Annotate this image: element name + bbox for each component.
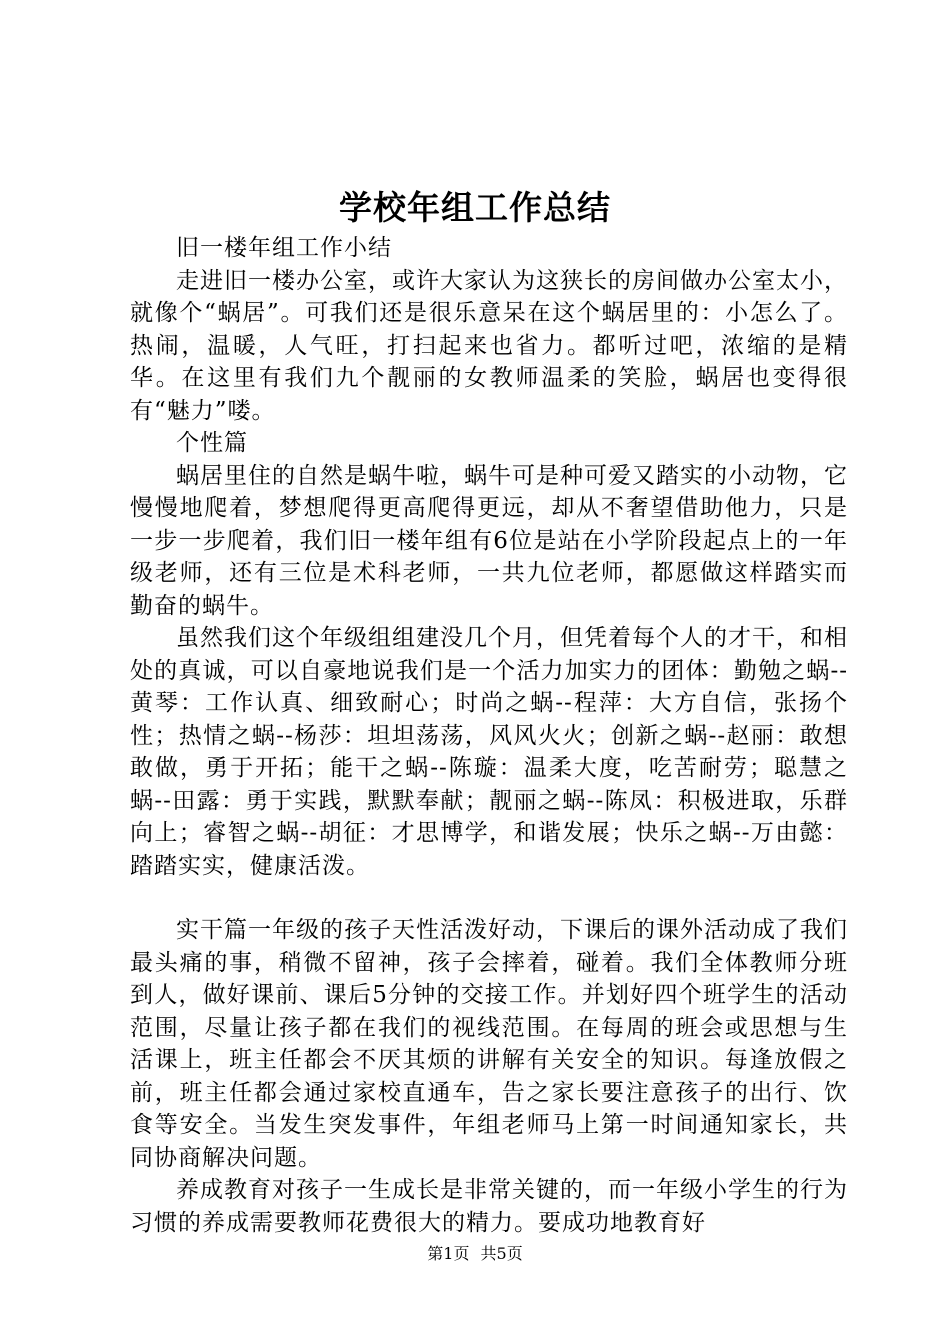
section-heading-personality: 个性篇 [176, 430, 248, 456]
paragraph-team: 虽然我们这个年级组组建没几个月，但凭着每个人的才干，和相处的真诚，可以自豪地说我们是一个活力加实力的团体：勤勉之蜗--黄琴：工作认真、细致耐心；时尚之蜗--程萍：大方自信，张扬个性；热情之蜗--杨莎：坦坦荡荡，风风火火；创新之蜗--赵丽：敢想敢做，勇于开拓；能干之蜗--陈璇：温柔大度，吃苦耐劳；聪慧之蜗--田露：勇于实践，默默奉献；靓丽之蜗--陈凤：积极进取，乐群向上；睿智之蜗--胡征：才思博学，和谐发展；快乐之蜗--万由懿：踏踏实实，健康活泼。 [130, 625, 848, 879]
paragraph-practical: 实干篇一年级的孩子天性活泼好动，下课后的课外活动成了我们最头痛的事，稍微不留神，孩子会摔着，碰着。我们全体教师分班到人，做好课前、课后5分钟的交接工作。并划好四个班学生的活动范围，尽量让孩子都在我们的视线范围。在每周的班会或思想与生活课上，班主任都会不厌其烦的讲解有关安全的知识。每逢放假之前，班主任都会通过家校直通车，告之家长要注意孩子的出行、饮食等安全。当发生突发事件，年组老师马上第一时间通知家长，共同协商解决问题。 [130, 917, 848, 1171]
paragraph-snail: 蜗居里住的自然是蜗牛啦，蜗牛可是种可爱又踏实的小动物，它慢慢地爬着，梦想爬得更高爬得更远，却从不奢望借助他力，只是一步一步爬着，我们旧一楼年组有6位是站在小学阶段起点上的一年级老师，还有三位是术科老师，一共九位老师，都愿做这样踏实而勤奋的蜗牛。 [130, 462, 848, 619]
paragraph-habits: 养成教育对孩子一生成长是非常关键的，而一年级小学生的行为习惯的养成需要教师花费很大的精力。要成功地教育好 [130, 1177, 848, 1236]
section-subtitle: 旧一楼年组工作小结 [176, 235, 392, 261]
document-body [130, 232, 848, 1239]
page-title: 学校年组工作总结 [339, 188, 611, 227]
page-number: 第1页 [427, 1244, 470, 1263]
paragraph-intro: 走进旧一楼办公室，或许大家认为这狭长的房间做办公室太小，就像个“蜗居”。可我们还是很乐意呆在这个蜗居里的：小怎么了。热闹，温暖，人气旺，打扫起来也省力。都听过吧，浓缩的是精华。在这里有我们九个靓丽的女教师温柔的笑脸，蜗居也变得很有“魅力”喽。 [130, 267, 848, 424]
page-total: 共5页 [480, 1244, 523, 1263]
page-footer [0, 1242, 950, 1266]
